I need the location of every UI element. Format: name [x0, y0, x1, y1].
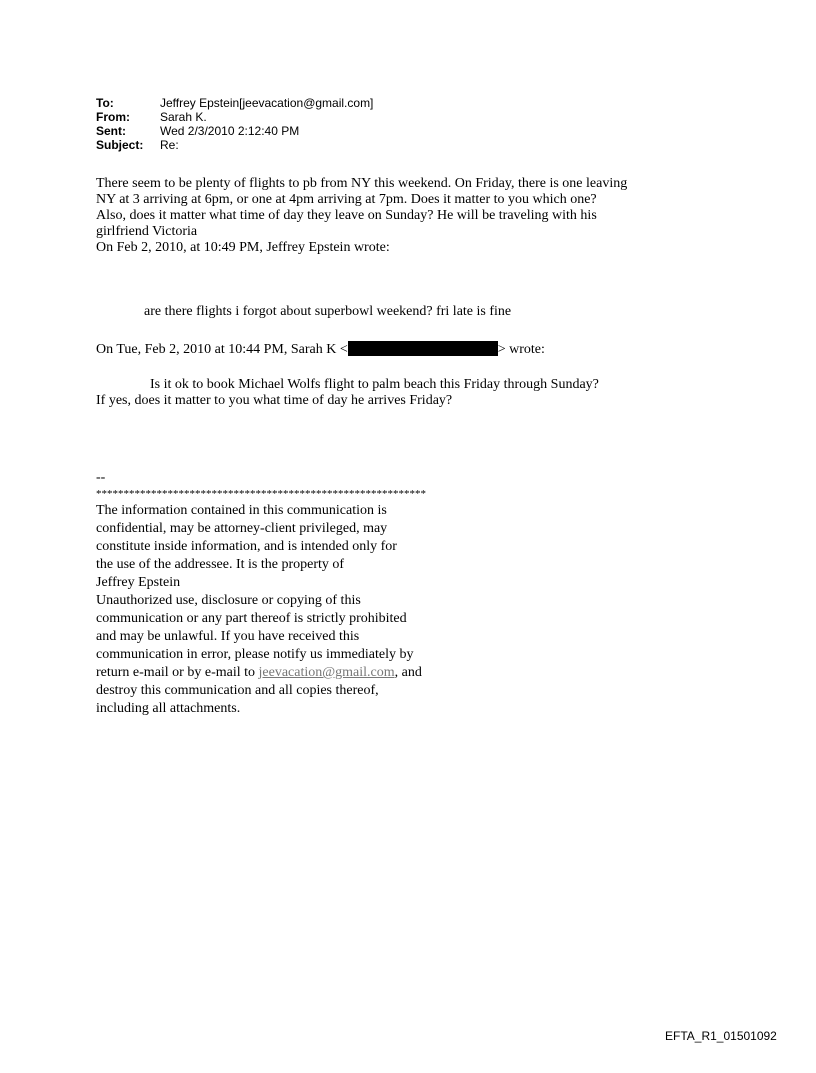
quote-header-1: On Feb 2, 2010, at 10:49 PM, Jeffrey Epstein wrote: — [96, 240, 390, 255]
quote-header-2 — [96, 341, 545, 358]
document-id: EFTA_R1_01501092 — [665, 1029, 777, 1043]
body-line: Also, does it matter what time of day they leave on Sunday? He will be traveling with his — [96, 208, 597, 223]
subject-label: Subject: — [96, 138, 144, 152]
body-line: girlfriend Victoria — [96, 224, 198, 239]
disclaimer-line: Unauthorized use, disclosure or copying of this — [96, 593, 361, 608]
disclaimer-line: Jeffrey Epstein — [96, 575, 181, 590]
from-label: From: — [96, 110, 130, 124]
disclaimer-line: the use of the addressee. It is the property of — [96, 557, 345, 572]
subject-value: Re: — [160, 138, 179, 152]
sent-value: Wed 2/3/2010 2:12:40 PM — [160, 124, 300, 138]
header-from-row — [96, 110, 373, 124]
body-line: There seem to be plenty of flights to pb from NY this weekend. On Friday, there is one leaving — [96, 176, 628, 191]
quoted-message-2-line1: Is it ok to book Michael Wolfs flight to palm beach this Friday through Sunday? — [150, 377, 599, 392]
disclaimer-line: The information contained in this communication is — [96, 503, 387, 518]
disclaimer-line: destroy this communication and all copies thereof, — [96, 683, 379, 698]
sent-label: Sent: — [96, 124, 126, 138]
redaction-box — [348, 341, 498, 356]
disclaimer-email-prefix: return e-mail or by e-mail to — [96, 665, 259, 680]
disclaimer-line: and may be unlawful. If you have received this — [96, 629, 360, 644]
disclaimer-line: communication in error, please notify us immediately by — [96, 647, 414, 662]
disclaimer-line: constitute inside information, and is intended only for — [96, 539, 397, 554]
disclaimer-line: communication or any part thereof is strictly prohibited — [96, 611, 407, 626]
from-value: Sarah K. — [160, 110, 207, 124]
quote-header-2-suffix: > wrote: — [497, 342, 545, 357]
disclaimer-text — [96, 502, 426, 718]
email-link[interactable]: jeevacation@gmail.com — [258, 665, 395, 680]
signature-dashes: -- — [96, 470, 106, 485]
header-sent-row — [96, 124, 373, 138]
body-line: NY at 3 arriving at 6pm, or one at 4pm arriving at 7pm. Does it matter to you which one? — [96, 192, 597, 207]
quoted-message-2-line2: If yes, does it matter to you what time of day he arrives Friday? — [96, 393, 453, 408]
to-value: Jeffrey Epstein[jeevacation@gmail.com] — [160, 96, 374, 110]
header-subject-row — [96, 138, 373, 152]
quoted-message-1: are there flights i forgot about superbowl weekend? fri late is fine — [144, 304, 512, 319]
disclaimer-email-suffix: , and — [394, 665, 422, 680]
disclaimer-line: confidential, may be attorney-client privileged, may — [96, 521, 388, 536]
disclaimer-line: including all attachments. — [96, 701, 241, 716]
quote-header-2-prefix: On Tue, Feb 2, 2010 at 10:44 PM, Sarah K < — [96, 342, 348, 357]
header-to-row — [96, 96, 373, 110]
to-label: To: — [96, 96, 114, 110]
signature-stars: ************************************************************ — [96, 488, 426, 500]
disclaimer-line-email — [96, 664, 426, 682]
email-headers — [96, 96, 373, 152]
signature-block — [96, 470, 426, 718]
message-body — [96, 176, 627, 256]
